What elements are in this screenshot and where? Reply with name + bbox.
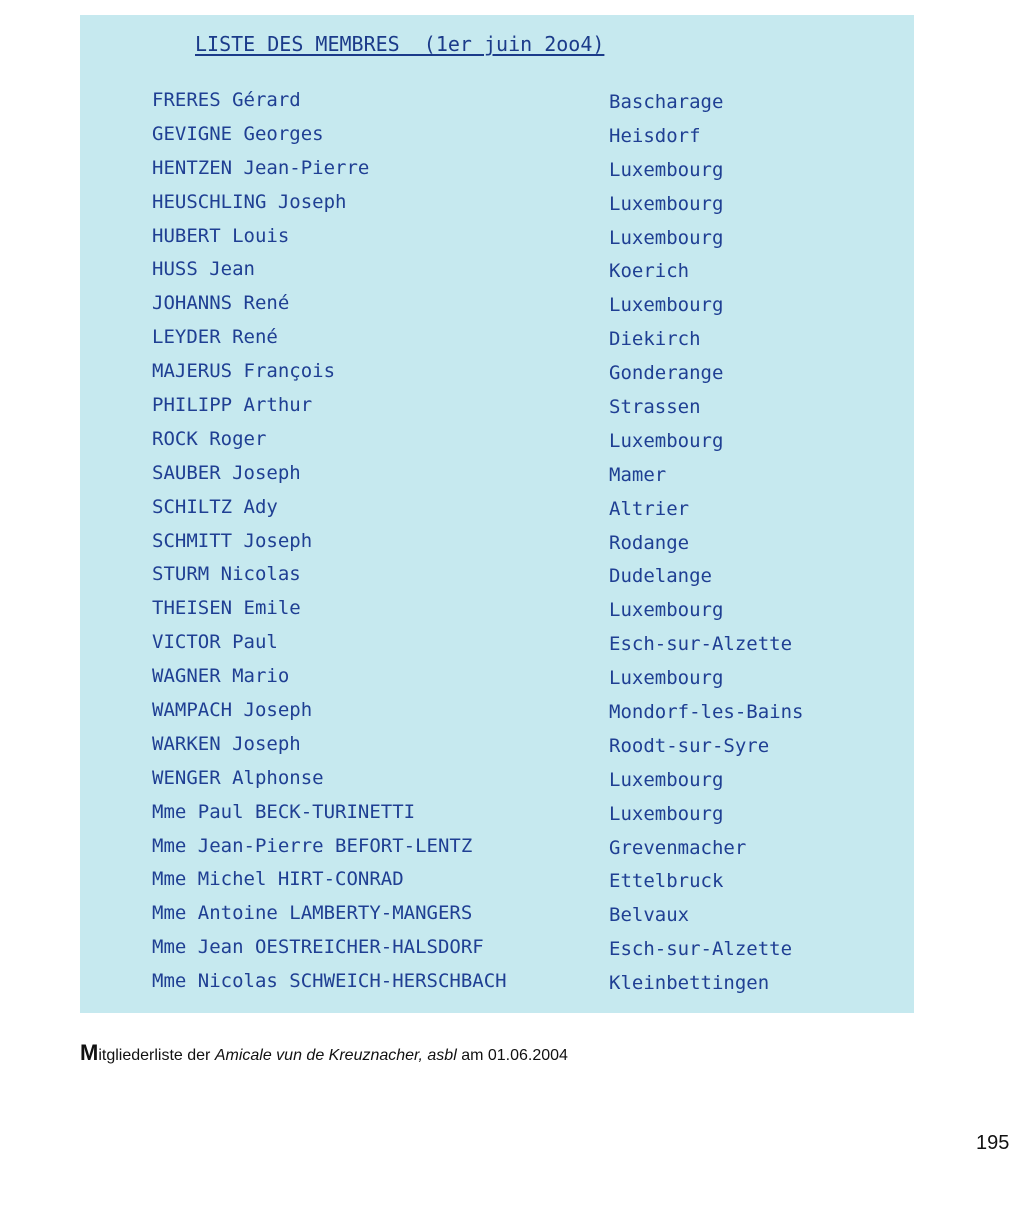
member-place: Rodange: [609, 531, 690, 554]
member-name: FRERES Gérard: [152, 89, 301, 111]
member-place: Luxembourg: [609, 158, 724, 181]
member-name: LEYDER René: [152, 326, 278, 349]
member-row: [80, 631, 914, 665]
member-name: HUSS Jean: [152, 258, 255, 281]
member-name: WAMPACH Joseph: [152, 699, 313, 722]
member-place: Koerich: [609, 260, 690, 283]
member-name: GEVIGNE Georges: [152, 122, 324, 145]
member-name: SAUBER Joseph: [152, 461, 301, 484]
member-name: Mme Antoine LAMBERTY-MANGERS: [152, 902, 473, 925]
member-place: Luxembourg: [609, 768, 724, 791]
member-row: [80, 326, 914, 360]
member-row: [80, 360, 914, 394]
member-row: [80, 767, 914, 801]
member-place: Luxembourg: [609, 192, 724, 215]
member-place: Strassen: [609, 396, 701, 419]
member-row: [80, 733, 914, 767]
member-row: [80, 902, 914, 936]
member-place: Ettelbruck: [609, 870, 724, 893]
member-place: Diekirch: [609, 328, 701, 351]
member-row: [80, 258, 914, 292]
member-row: [80, 462, 914, 496]
member-place: Luxembourg: [609, 226, 724, 249]
member-name: Mme Nicolas SCHWEICH-HERSCHBACH: [152, 970, 507, 993]
member-place: Roodt-sur-Syre: [609, 734, 770, 757]
member-place: Luxembourg: [609, 429, 724, 452]
member-place: Esch-sur-Alzette: [609, 938, 793, 961]
member-row: [80, 970, 914, 1004]
member-name: JOHANNS René: [152, 292, 290, 315]
member-place: Luxembourg: [609, 294, 724, 317]
member-place: Luxembourg: [609, 802, 724, 825]
member-row: [80, 394, 914, 428]
member-place: Esch-sur-Alzette: [609, 633, 793, 656]
member-name: WENGER Alphonse: [152, 766, 324, 789]
member-name: STURM Nicolas: [152, 563, 301, 586]
member-row: [80, 835, 914, 869]
member-name: THEISEN Emile: [152, 597, 301, 620]
member-row: [80, 123, 914, 157]
member-place: Luxembourg: [609, 599, 724, 622]
member-name: PHILIPP Arthur: [152, 394, 313, 417]
member-rows: [80, 89, 914, 1004]
member-row: [80, 157, 914, 191]
member-place: Mondorf-les-Bains: [609, 701, 804, 724]
member-name: SCHILTZ Ady: [152, 495, 278, 518]
member-place: Grevenmacher: [609, 836, 747, 859]
member-name: Mme Paul BECK-TURINETTI: [152, 800, 416, 823]
caption-text-start: itgliederliste der: [98, 1047, 215, 1064]
member-name: WARKEN Joseph: [152, 732, 301, 755]
list-title: LISTE DES MEMBRES (1er juin 2oo4): [195, 32, 605, 56]
member-row: [80, 496, 914, 530]
member-row: [80, 665, 914, 699]
page-number: 195: [976, 1132, 1010, 1154]
member-place: Gonderange: [609, 362, 724, 385]
member-name: VICTOR Paul: [152, 631, 278, 654]
member-row: [80, 936, 914, 970]
member-name: Mme Michel HIRT-CONRAD: [152, 868, 404, 891]
member-name: ROCK Roger: [152, 427, 267, 450]
member-row: [80, 530, 914, 564]
member-row: [80, 597, 914, 631]
member-place: Bascharage: [609, 91, 724, 113]
caption-organization: Amicale vun de Kreuznacher, asbl: [214, 1047, 457, 1064]
member-row: [80, 89, 914, 123]
member-name: WAGNER Mario: [152, 665, 290, 688]
member-row: [80, 191, 914, 225]
member-place: Dudelange: [609, 565, 712, 588]
caption-date: am 01.06.2004: [456, 1047, 568, 1064]
member-row: [80, 428, 914, 462]
member-row: [80, 225, 914, 259]
member-place: Kleinbettingen: [609, 972, 770, 995]
member-name: MAJERUS François: [152, 360, 336, 383]
member-place: Mamer: [609, 463, 667, 486]
figure-caption: [80, 1040, 568, 1066]
member-place: Luxembourg: [609, 667, 724, 690]
scanned-member-list: [80, 15, 914, 1013]
member-row: [80, 699, 914, 733]
member-row: [80, 801, 914, 835]
member-place: Altrier: [609, 497, 690, 520]
member-place: Heisdorf: [609, 124, 701, 147]
caption-initial: M: [80, 1040, 99, 1065]
member-name: Mme Jean-Pierre BEFORT-LENTZ: [152, 834, 473, 857]
member-name: HUBERT Louis: [152, 224, 290, 247]
member-place: Belvaux: [609, 904, 690, 927]
member-row: [80, 563, 914, 597]
member-name: HENTZEN Jean-Pierre: [152, 156, 370, 179]
member-row: [80, 292, 914, 326]
member-name: Mme Jean OESTREICHER-HALSDORF: [152, 936, 484, 959]
member-name: SCHMITT Joseph: [152, 529, 313, 552]
member-name: HEUSCHLING Joseph: [152, 190, 347, 213]
member-row: [80, 868, 914, 902]
